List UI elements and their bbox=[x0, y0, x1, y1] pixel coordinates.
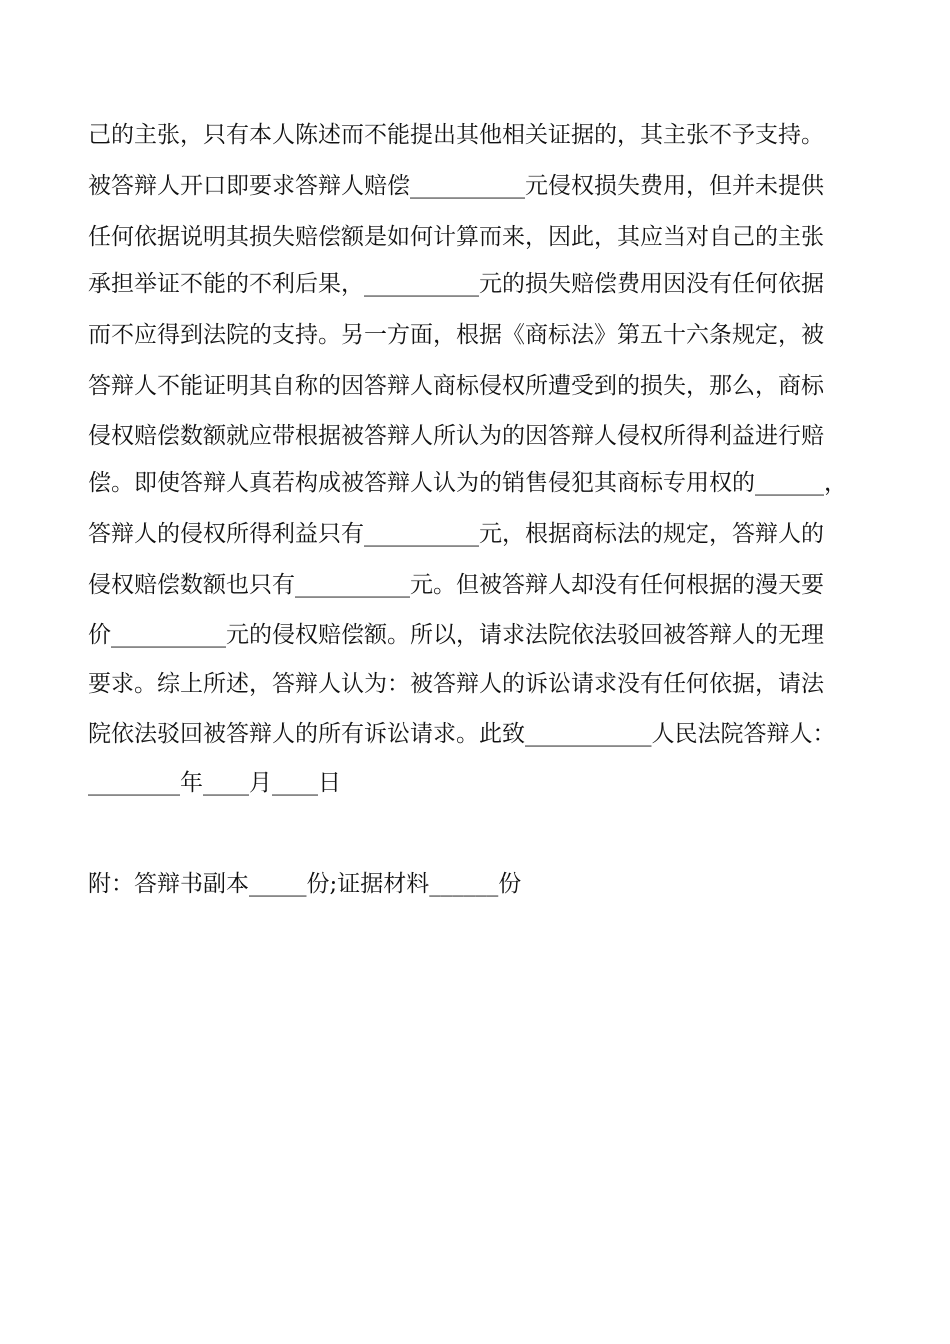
body-line-8: 偿。即使答辩人真若构成被答辩人认为的销售侵犯其商标专用权的______， bbox=[88, 470, 847, 496]
body-line-11: 价__________元的侵权赔偿额。所以，请求法院依法驳回被答辩人的无理 bbox=[88, 622, 824, 648]
date-line: ________年____月____日 bbox=[88, 770, 341, 796]
body-line-13: 院依法驳回被答辩人的所有诉讼请求。此致___________人民法院答辩人： bbox=[88, 721, 836, 747]
body-line-3: 任何依据说明其损失赔偿额是如何计算而来，因此，其应当对自己的主张 bbox=[88, 224, 824, 250]
body-line-12: 要求。综上所述，答辩人认为：被答辩人的诉讼请求没有任何依据，请法 bbox=[88, 671, 824, 697]
body-line-7: 侵权赔偿数额就应带根据被答辩人所认为的因答辩人侵权所得利益进行赔 bbox=[88, 423, 824, 449]
body-line-6: 答辩人不能证明其自称的因答辩人商标侵权所遭受到的损失，那么，商标 bbox=[88, 373, 824, 399]
body-line-4: 承担举证不能的不利后果，__________元的损失赔偿费用因没有任何依据 bbox=[88, 271, 824, 297]
body-line-1: 己的主张，只有本人陈述而不能提出其他相关证据的，其主张不予支持。 bbox=[88, 122, 824, 148]
body-line-9: 答辩人的侵权所得利益只有__________元，根据商标法的规定，答辩人的 bbox=[88, 521, 824, 547]
body-line-5: 而不应得到法院的支持。另一方面，根据《商标法》第五十六条规定，被 bbox=[88, 322, 824, 348]
body-line-10: 侵权赔偿数额也只有__________元。但被答辩人却没有任何根据的漫天要 bbox=[88, 572, 824, 598]
body-line-2: 被答辩人开口即要求答辩人赔偿__________元侵权损失费用，但并未提供 bbox=[88, 173, 824, 199]
attachment-line: 附：答辩书副本_____份;证据材料______份 bbox=[88, 871, 522, 897]
